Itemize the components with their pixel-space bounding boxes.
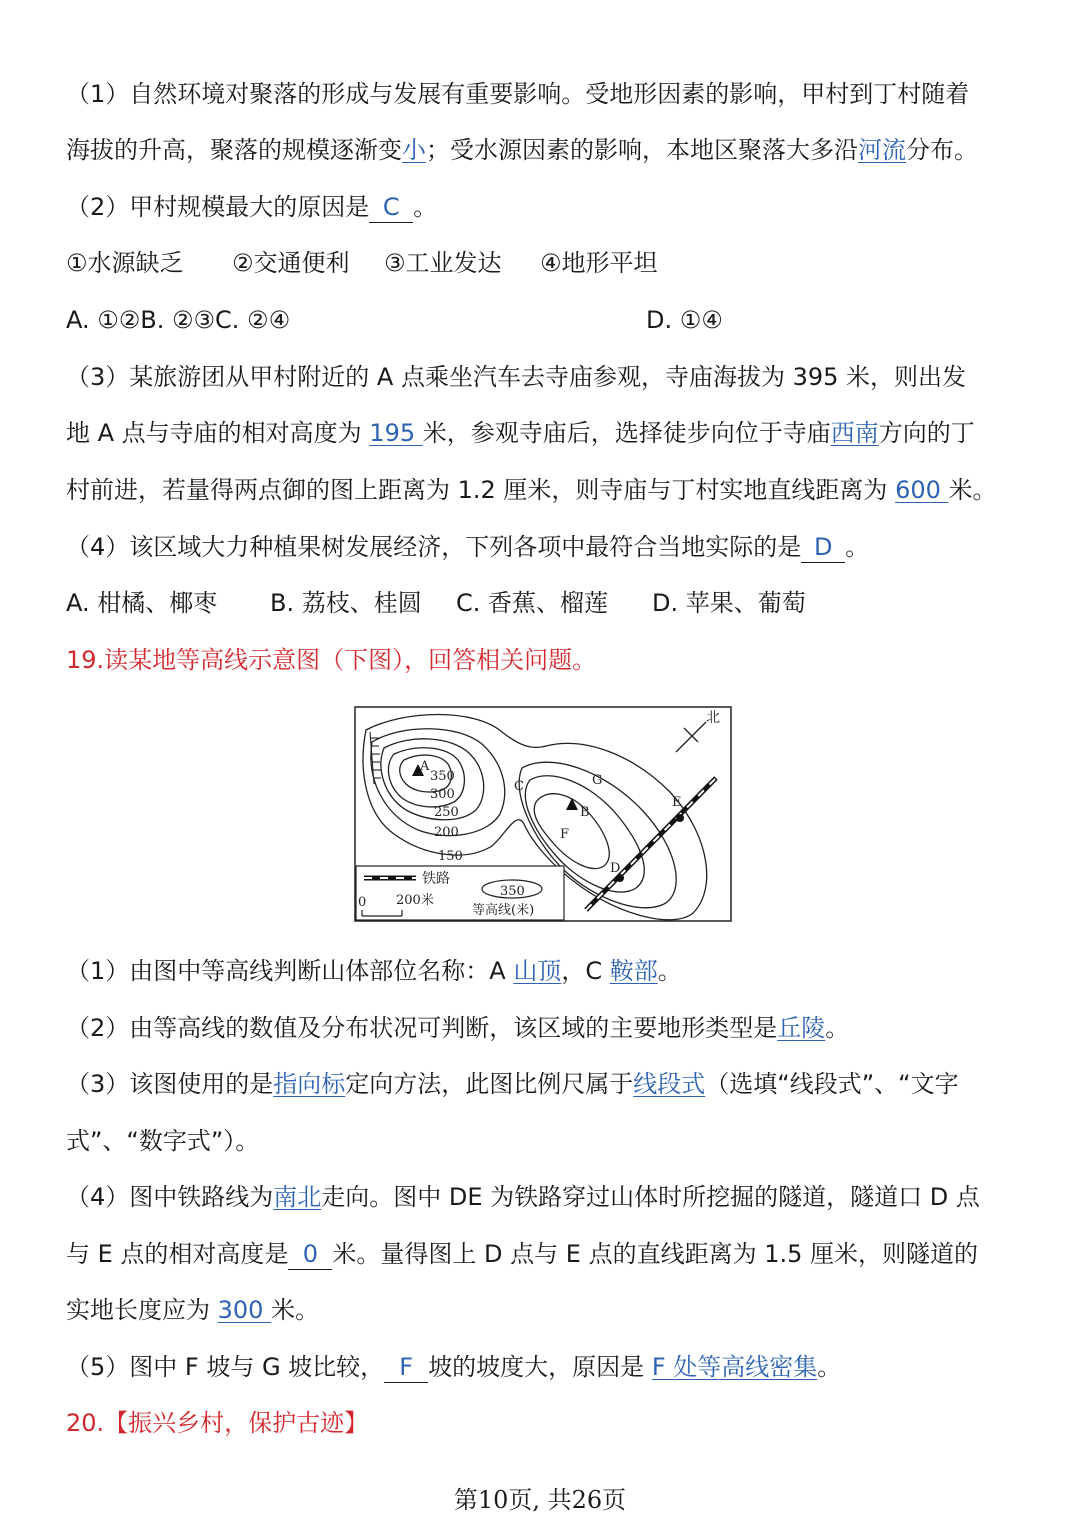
contour-map-svg xyxy=(354,706,732,922)
text: 定向方法，此图比例尺属于 xyxy=(345,1070,634,1098)
contour-label: 200 xyxy=(434,825,459,840)
point-f-label: F xyxy=(560,827,570,842)
north-label: 北 xyxy=(706,710,720,726)
q19-p4-line3 xyxy=(66,1290,1026,1330)
q19-p1-line xyxy=(66,951,1026,991)
q18-p2-line xyxy=(66,187,1026,227)
text: 地 A 点与寺庙的相对高度为 xyxy=(66,419,370,447)
text: （5）图中 F 坡与 G 坡比较， xyxy=(66,1353,385,1381)
point-e-label: E xyxy=(672,795,682,810)
answer-blank: 0 xyxy=(288,1239,332,1270)
scale-label: 200米 xyxy=(396,893,434,908)
answer-southwest: 西南 xyxy=(830,419,879,447)
q19-p4-line2 xyxy=(66,1234,1026,1274)
q18-p1-line2 xyxy=(66,130,1026,170)
contour-label: 300 xyxy=(430,787,455,802)
text: 海拔的升高，聚落的规模逐渐变 xyxy=(66,136,402,164)
answer-dense-contours: F 处等高线密集 xyxy=(651,1353,818,1381)
text: （2）由等高线的数值及分布状况可判断，该区域的主要地形类型是 xyxy=(66,1014,778,1042)
text: （2）甲村规模最大的原因是 xyxy=(66,193,370,221)
text: （4）图中铁路线为 xyxy=(66,1183,274,1211)
answer-direction-marker: 指向标 xyxy=(273,1070,346,1098)
q19-p2-line xyxy=(66,1008,1026,1048)
q19-p4-line1 xyxy=(66,1177,1026,1217)
text: 米。量得图上 D 点与 E 点的直线距离为 1.5 厘米，则隧道的 xyxy=(332,1240,979,1268)
choice-d: D. ①④ xyxy=(646,306,723,334)
contour-label: 150 xyxy=(438,849,463,864)
point-b-label: B xyxy=(580,805,590,820)
q18-p4-choices xyxy=(66,583,1026,623)
factor-item: ④地形平坦 xyxy=(540,249,658,277)
text: 坡的坡度大，原因是 xyxy=(428,1353,652,1381)
q18-p2-choices xyxy=(66,300,1026,340)
text: 米，参观寺庙后，选择徒步向位于寺庙 xyxy=(422,419,831,447)
point-c-label: C xyxy=(514,779,524,794)
text: 方向的丁 xyxy=(878,419,975,447)
text: 村前进，若量得两点御的图上距离为 1.2 厘米，则寺庙与丁村实地直线距离为 xyxy=(66,476,896,504)
q18-p3-line1 xyxy=(66,357,1026,397)
q19-title xyxy=(66,640,1026,680)
contour-map xyxy=(354,706,732,922)
text: （4）该区域大力种植果树发展经济，下列各项中最符合当地实际的是 xyxy=(66,533,802,561)
answer-600: 600 xyxy=(895,476,949,504)
text: 式”、“数字式”）。 xyxy=(66,1127,260,1155)
scale-zero-label: 0 xyxy=(358,895,367,910)
answer-hills: 丘陵 xyxy=(777,1014,826,1042)
q18-p3-line3 xyxy=(66,470,1026,510)
text: （1）由图中等高线判断山体部位名称：A xyxy=(66,957,514,985)
text: 19.读某地等高线示意图（下图），回答相关问题。 xyxy=(66,646,597,674)
text: ，C xyxy=(561,957,610,985)
answer-blank: C xyxy=(369,192,413,223)
answer-north-south: 南北 xyxy=(273,1183,322,1211)
answer-summit: 山顶 xyxy=(513,957,562,985)
tunnel-e-point xyxy=(676,814,684,822)
q18-p3-line2 xyxy=(66,413,1026,453)
page-number: 第10页, 共26页 xyxy=(453,1486,627,1514)
answer-line-scale: 线段式 xyxy=(633,1070,706,1098)
text: 米。 xyxy=(271,1296,320,1324)
contour-label: 250 xyxy=(434,805,459,820)
point-g-label: G xyxy=(592,773,603,788)
legend-rail-label: 铁路 xyxy=(422,871,450,887)
text: ；受水源因素的影响，本地区聚落大多沿 xyxy=(426,136,858,164)
text: 走向。图中 DE 为铁路穿过山体时所挖掘的隧道，隧道口 D 点 xyxy=(321,1183,980,1211)
text: 。 xyxy=(817,1353,842,1381)
answer-300: 300 xyxy=(217,1296,272,1324)
q19-p5-line xyxy=(66,1347,1026,1387)
choice-item: D. 苹果、葡萄 xyxy=(652,589,806,617)
text: 与 E 点的相对高度是 xyxy=(66,1240,289,1268)
point-d-label: D xyxy=(610,861,621,876)
text: 。 xyxy=(825,1014,850,1042)
answer-saddle: 鞍部 xyxy=(609,957,658,985)
answer-blank: F xyxy=(384,1352,428,1383)
answer-river: 河流 xyxy=(858,136,906,164)
q18-p1-line1 xyxy=(66,74,1026,114)
answer-blank: D xyxy=(801,532,845,563)
text: 。 xyxy=(657,957,682,985)
factor-item: ②交通便利 xyxy=(232,249,350,277)
answer-195: 195 xyxy=(369,419,423,447)
choice-abc: A. ①②B. ②③C. ②④ xyxy=(66,306,291,334)
text: 20.【振兴乡村，保护古迹】 xyxy=(66,1409,369,1437)
text: 米。 xyxy=(948,476,997,504)
text: 实地长度应为 xyxy=(66,1296,218,1324)
legend-contour-label: 等高线(米) xyxy=(472,903,535,918)
factor-item: ③工业发达 xyxy=(384,249,502,277)
text: （选填“线段式”、“文字 xyxy=(705,1070,959,1098)
legend-contour-value: 350 xyxy=(500,884,525,899)
q18-p4-line xyxy=(66,527,1026,567)
text: （3）该图使用的是 xyxy=(66,1070,274,1098)
q19-p3-line1 xyxy=(66,1064,1026,1104)
text: （3）某旅游团从甲村附近的 A 点乘坐汽车去寺庙参观，寺庙海拔为 395 米，则出发 xyxy=(66,363,967,391)
point-a-label: A xyxy=(420,759,430,774)
q18-factor-list xyxy=(66,243,1026,283)
answer-small: 小 xyxy=(402,136,426,164)
text: 分布。 xyxy=(906,136,978,164)
q20-title xyxy=(66,1403,1026,1443)
choice-item: B. 荔枝、桂圆 xyxy=(270,589,422,617)
q19-p3-line2 xyxy=(66,1121,1026,1161)
contour-label: 350 xyxy=(430,769,455,784)
text: 。 xyxy=(413,193,438,221)
factor-item: ①水源缺乏 xyxy=(66,249,184,277)
choice-item: C. 香蕉、榴莲 xyxy=(456,589,609,617)
text: 。 xyxy=(845,533,870,561)
choice-item: A. 柑橘、椰枣 xyxy=(66,589,218,617)
text: （1）自然环境对聚落的形成与发展有重要影响。受地形因素的影响，甲村到丁村随着 xyxy=(66,80,970,108)
